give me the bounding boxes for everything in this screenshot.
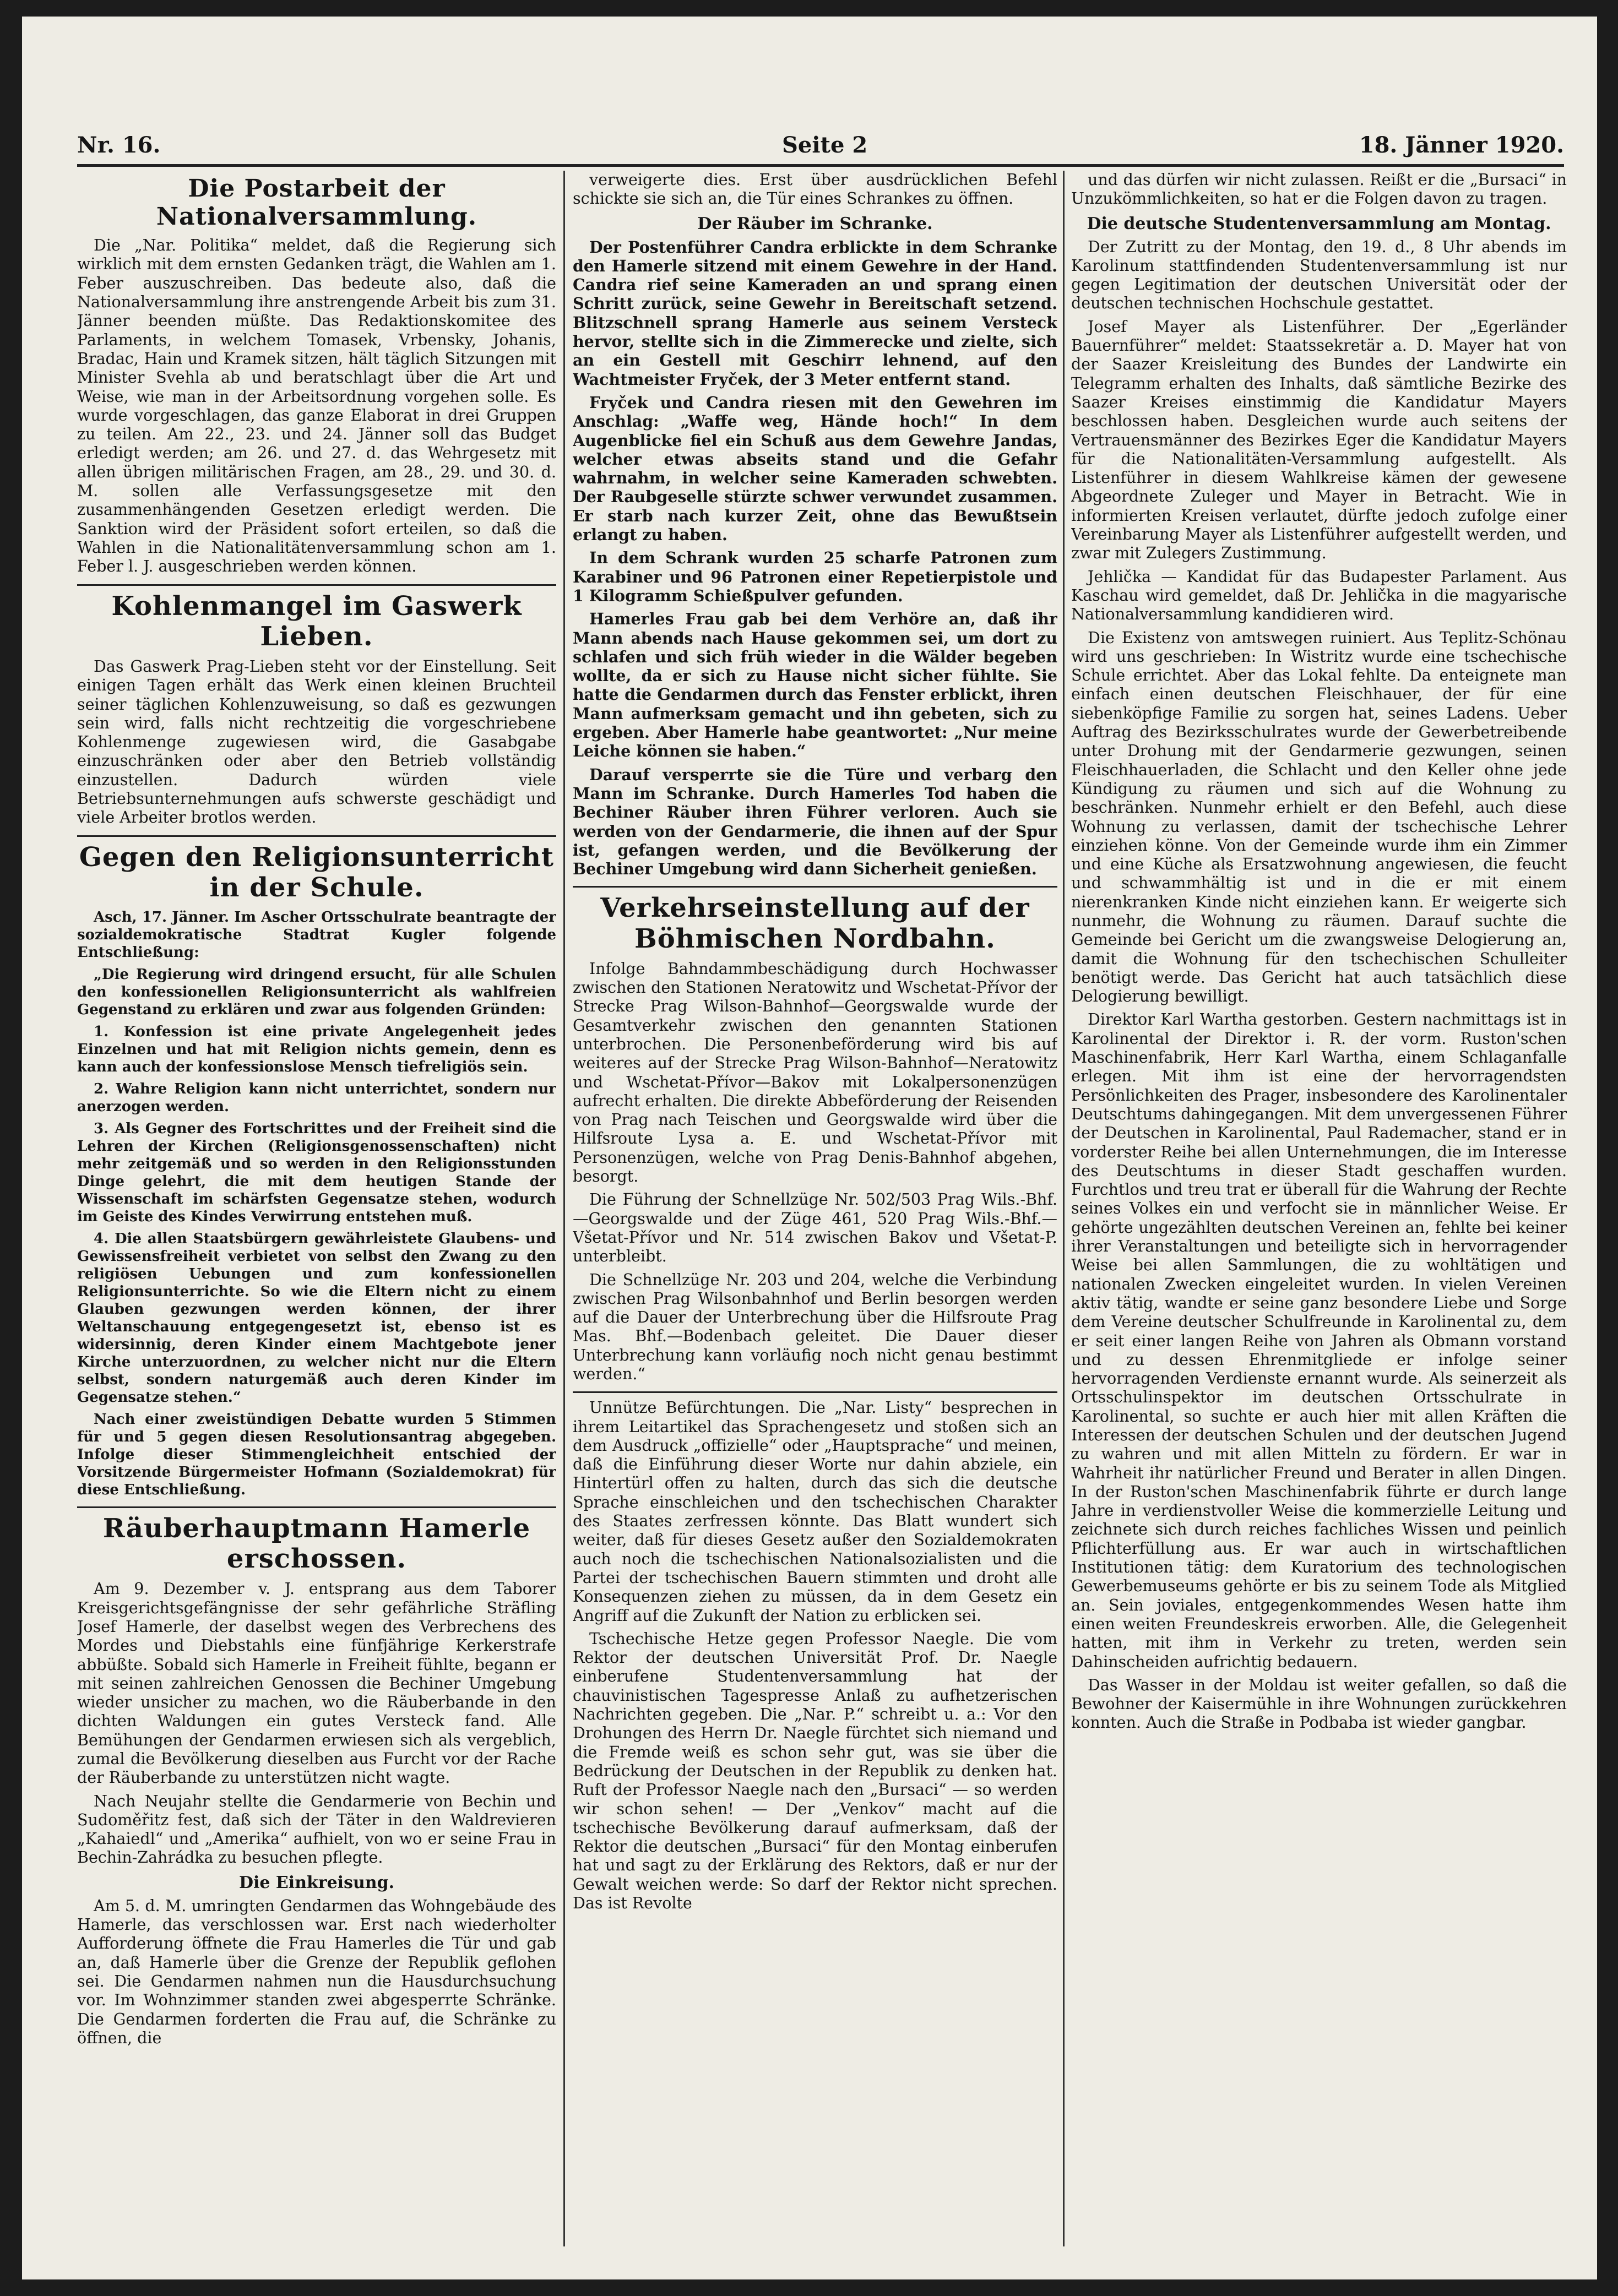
paragraph: Die „Nar. Politika“ meldet, daß die Regierung sich wirklich mit dem ernsten Gedanken trägt, die Wahlen am 1. Feber auszuschreiben. Das bedeute also, daß die Nationalversammlung ihre anstrengende Arbeit bis zum 31. Jänner beenden müßte. Das Redaktionskomitee des Parlaments, in welchem Tomasek, Vrbensky, Johanis, Bradac, Hain und Kramek sitzen, hält täglich Sitzungen mit Minister Svehla ab und beratschlagt über die Art und Weise, wie man in der Arbeitsordnung vorgehen solle. Es wurde vorgeschlagen, das ganze Elaborat in drei Gruppen zu teilen. Am 22., 23. und 24. Jänner soll das Budget erledigt werden; am 26. und 27. d. das Wehrgesetz mit allen übrigen militärischen Fragen, am 28., 29. und 30. d. M. sollen alle Verfassungsgesetze mit den zusammenhängenden Gesetzen erledigt werden. Die Sanktion wird der Präsident sofort erteilen, so daß die Wahlen in die Nationalitätenversammlung schon am 1. Feber l. J. ausgeschrieben werden können. bbox=[77, 236, 556, 576]
paragraph: Hamerles Frau gab bei dem Verhöre an, daß ihr Mann abends nach Hause gekommen sei, um dort zu schlafen und sich früh wieder in die Wälder begeben wollte, da er sich zu Hause nicht sicher fühlte. Sie hatte die Gendarmen durch das Fenster erblickt, ihren Mann aufmerksam gemacht und ihn gebeten, sich zu ergeben. Aber Hamerle habe geantwortet: „Nur meine Leiche können sie haben.“ bbox=[573, 610, 1057, 761]
paragraph: Die Existenz von amtswegen ruiniert. Aus Teplitz-Schönau wird uns geschrieben: In Wistritz wurde eine tschechische Schule errichtet. Aber das Lokal fehlte. Da enteignete man einfach einen deutschen Fleischhauer, der für eine siebenköpfige Familie zu sorgen hat, seines Ladens. Ueber Auftrag des Bezirksschulrates wurde der Gewerbetreibende unter Drohung mit der Gendarmerie gezwungen, seinen Fleischhauerladen, die Schlacht und den Keller ohne jede Kündigung zu räumen und sich auf die Wohnung zu beschränken. Nunmehr erhielt er den Befehl, auch diese Wohnung zu verlassen, damit der tschechische Lehrer einziehen könne. Von der Gemeinde wurde ihm ein Zimmer und eine Küche als Ersatzwohnung angewiesen, die feucht und schwammhältig ist und in die er mit einem nierenkranken Kinde nicht einziehen kann. Er weigerte sich nunmehr, die Wohnung zu räumen. Darauf suchte die Gemeinde bei Gericht um die zwangsweise Delogierung an, damit die Wohnung für den tschechischen Schulleiter benötigt werde. Das Gericht hat auch tatsächlich diese Delogierung bewilligt. bbox=[1071, 628, 1567, 1006]
paragraph: Fryček und Candra riesen mit den Gewehren im Anschlag: „Waffe weg, Hände hoch!“ In dem Augenblicke fiel ein Schuß aus dem Gewehre Jandas, welcher etwas abseits stand und die Gefahr wahrnahm, in welcher seine Kameraden schwebten. Der Raubgeselle stürzte schwer verwundet zusammen. Er starb nach kurzer Zeit, ohne das Bewußtsein erlangt zu haben. bbox=[573, 393, 1057, 545]
header-rule bbox=[77, 164, 1564, 167]
paragraph: 4. Die allen Staatsbürgern gewährleistete Glaubens- und Gewissensfreiheit verbietet von selbst den Zwang zu den religiösen Uebungen und zum konfessionellen Religionsunterrichte. So wie die Eltern nicht zu einem Glauben gezwungen werden können, der ihrer Weltanschauung entgegengesetzt ist, ebenso ist es widersinnig, deren Kinder einem Machtgebote jener Kirche unterzuordnen, zu welcher nicht nur die Eltern selbst, sondern naturgemäß auch deren Kinder im Gegensatze stehen.“ bbox=[77, 1230, 556, 1406]
page-header bbox=[77, 127, 1564, 165]
column-1 bbox=[77, 171, 556, 2252]
article-title-postarbeit: Die Postarbeit der Nationalversammlung. bbox=[156, 175, 477, 231]
paragraph: Am 9. Dezember v. J. entsprang aus dem Taborer Kreisgerichtsgefängnisse der sehr gefährliche Sträfling Josef Hamerle, der daselbst wegen des Verbrechens des Mordes und Diebstahls eine fünfjährige Kerkerstrafe abbüßte. Sobald sich Hamerle in Freiheit fühlte, begann er mit seinen zahlreichen Genossen die Bechiner Umgebung wieder unsicher zu machen, wo die Räuberbande in den dichten Waldungen ein gutes Versteck fand. Alle Bemühungen der Gendarmen erwiesen sich als vergeblich, zumal die Bevölkerung dieselben aus Furcht vor der Rache der Räuberbande zu unterstützen nicht wagte. bbox=[77, 1580, 556, 1787]
page-number: Seite 2 bbox=[782, 132, 868, 158]
paragraph: Die Führung der Schnellzüge Nr. 502/503 Prag Wils.-Bhf.—Georgswalde und der Züge 461, 520 Prag Wils.-Bhf.—Všetat-Přívor und Nr. 514 zwischen Bakov und Všetat-P. unterbleibt. bbox=[573, 1190, 1057, 1266]
article-divider bbox=[77, 584, 556, 586]
article-divider bbox=[573, 886, 1057, 888]
article-title-kohlenmangel: Kohlenmangel im Gaswerk Lieben. bbox=[111, 590, 522, 652]
subheading: Die Einkreisung. bbox=[238, 1873, 395, 1892]
paragraph: verweigerte dies. Erst über ausdrücklichen Befehl schickte sie sich an, die Tür eines Schrankes zu öffnen. bbox=[573, 171, 1057, 208]
paragraph: Tschechische Hetze gegen Professor Naegle. Die vom Rektor der deutschen Universität Prof. Dr. Naegle einberufene Studentenversammlung hat der chauvinistischen Tagespresse Anlaß zu aufhetzerischen Nachrichten gegeben. Die „Nar. P.“ schreibt u. a.: Vor den Drohungen des Herrn Dr. Naegle fürchtet sich niemand und die Fremde weiß es schon sehr gut, was sie über die Bedrückung der Deutschen in der Republik zu denken hat. Ruft der Professor Naegle nach den „Bursaci“ — so werden wir schon sehen! — Der „Venkov“ macht auf die tschechische Bevölkerung darauf aufmerksam, daß der Rektor die deutschen „Bursaci“ für den Montag einberufen hat und sagt zu der Erklärung des Rektors, daß er nur der Gewalt weichen werde: So darf der Rektor nicht sprechen. Das ist Revolte bbox=[573, 1629, 1057, 1913]
paragraph: Die Schnellzüge Nr. 203 und 204, welche die Verbindung zwischen Prag Wilsonbahnhof und Berlin besorgen werden auf die Dauer der Unterbrechung über die Hilfsroute Prag Mas. Bhf.—Bodenbach geleitet. Die Dauer dieser Unterbrechung kann vorläufig noch nicht genau bestimmt werden.“ bbox=[573, 1270, 1057, 1383]
paragraph: Infolge Bahndammbeschädigung durch Hochwasser zwischen den Stationen Neratowitz und Wschetat-Přívor der Strecke Prag Wilson-Bahnhof—Georgswalde wurde der Gesamtverkehr zwischen den genannten Stationen unterbrochen. Die Personenbeförderung wird bis auf weiteres auf der Strecke Prag Wilson-Bahnhof—Neratowitz und Wschetat-Přívor—Bakov mit Lokalpersonenzügen aufrecht erhalten. Die direkte Abbeförderung der Reisenden von Prag nach Teischen und Georgswalde wird über die Hilfsroute Lysa a. E. und Wschetat-Přívor mit Personenzügen, welche von Prag Denis-Bahnhof abgehen, besorgt. bbox=[573, 959, 1057, 1186]
article-divider bbox=[77, 835, 556, 837]
paragraph: Asch, 17. Jänner. Im Ascher Ortsschulrate beantragte der sozialdemokratische Stadtrat Kugler folgende Entschließung: bbox=[77, 908, 556, 961]
subheading: Der Räuber im Schranke. bbox=[697, 214, 933, 233]
newspaper-page bbox=[22, 17, 1597, 2279]
paragraph: 3. Als Gegner des Fortschrittes und der Freiheit sind die Lehren der Kirchen (Religionsgenossenschaften) nicht mehr zeitgemäß und so werden in den Religionsstunden Dinge gelehrt, die mit dem heutigen Stande der Wissenschaft im schärfsten Gegensatze stehen, wodurch im Geiste des Kindes Verwirrung entstehen muß. bbox=[77, 1120, 556, 1225]
column-2 bbox=[573, 171, 1057, 2252]
paragraph: Josef Mayer als Listenführer. Der „Egerländer Bauernführer“ meldet: Staatssekretär a. D. Mayer hat von der Saazer Kreisleitung des Bundes der Landwirte ein Telegramm erhalten des Inhalts, daß sämtliche Bezirke des Saazer Kreises einstimmig die Kandidatur Mayers beschlossen haben. Desgleichen wurde auch seitens der Vertrauensmänner des Bezirkes Eger die Kandidatur Mayers für die Nationalitäten-Versammlung aufgestellt. Als Listenführer in diesem Wahlkreise kämen der gewesene Abgeordnete Zuleger und Mayer in Betracht. Wie in informierten Kreisen verlautet, dürfte jedoch zufolge einer Vereinbarung Mayer als Listenführer aufgestellt werden, und zwar mit Zulegers Zustimmung. bbox=[1071, 317, 1567, 563]
paragraph: Jehlička — Kandidat für das Budapester Parlament. Aus Kaschau wird gemeldet, daß Dr. Jehlička in die magyarische Nationalversammlung kandidieren wird. bbox=[1071, 567, 1567, 624]
paragraph: Nach Neujahr stellte die Gendarmerie von Bechin und Sudoměřitz fest, daß sich der Täter in den Waldrevieren „Kahaiedl“ und „Amerika“ aufhielt, von wo er seine Frau in Bechin-Zahrádka zu besuchen pflegte. bbox=[77, 1792, 556, 1867]
paragraph: Am 5. d. M. umringten Gendarmen das Wohngebäude des Hamerle, das verschlossen war. Erst nach wiederholter Aufforderung öffnete die Frau Hamerles die Tür und gab an, daß Hamerle über die Grenze der Republik geflohen sei. Die Gendarmen nahmen nun die Hausdurchsuchung vor. Im Wohnzimmer standen zwei abgesperrte Schränke. Die Gendarmen forderten die Frau auf, die Schränke zu öffnen, die bbox=[77, 1896, 556, 2047]
article-divider bbox=[77, 1506, 556, 1508]
paragraph: Das Gaswerk Prag-Lieben steht vor der Einstellung. Seit einigen Tagen erhält das Werk einen kleinen Bruchteil seiner täglichen Kohlenzuweisung, so daß es gezwungen sein wird, falls nicht rechtzeitig die vorgeschriebene Kohlenmenge zugewiesen wird, die Gasabgabe einzuschränken oder aber den Betrieb vollständig einzustellen. Dadurch würden viele Betriebsunternehmungen aufs schwerste geschädigt und viele Arbeiter brotlos werden. bbox=[77, 657, 556, 827]
article-title-verkehrseinstellung: Verkehrseinstellung auf der Böhmischen Nordbahn. bbox=[600, 893, 1030, 954]
paragraph: Der Zutritt zu der Montag, den 19. d., 8 Uhr abends im Karolinum stattfindenden Studentenversammlung ist nur gegen Legitimation der deutschen Universität oder der deutschen technischen Hochschule gestattet. bbox=[1071, 237, 1567, 313]
paragraph: und das dürfen wir nicht zulassen. Reißt er die „Bursaci“ in Unzukömmlichkeiten, so hat er die Folgen davon zu tragen. bbox=[1071, 171, 1567, 208]
paragraph: Der Postenführer Candra erblickte in dem Schranke den Hamerle sitzend mit einem Gewehre in der Hand. Candra rief seine Kameraden an und sprang einen Schritt zurück, seine Gewehr in Bereitschaft setzend. Blitzschnell sprang Hamerle aus seinem Versteck hervor, stellte sich in die Zimmerecke und zielte, sich an ein Gestell mit Geschirr lehnend, auf den Wachtmeister Fryček, der 3 Meter entfernt stand. bbox=[573, 237, 1057, 389]
column-rule-2 bbox=[1063, 171, 1065, 2246]
paragraph: Das Wasser in der Moldau ist weiter gefallen, so daß die Bewohner der Kaisermühle in ihre Wohnungen zurückkehren konnten. Auch die Straße in Podbaba ist wieder gangbar. bbox=[1071, 1675, 1567, 1732]
article-title-hamerle: Räuberhauptmann Hamerle erschossen. bbox=[102, 1512, 531, 1575]
paragraph: In dem Schrank wurden 25 scharfe Patronen zum Karabiner und 96 Patronen einer Repetierpistole und 1 Kilogramm Schießpulver gefunden. bbox=[573, 548, 1057, 605]
article-divider bbox=[573, 1391, 1057, 1393]
paragraph: „Die Regierung wird dringend ersucht, für alle Schulen den konfessionellen Religionsunterricht als wahlfreien Gegenstand zu erklären und zwar aus folgenden Gründen: bbox=[77, 966, 556, 1018]
article-title-religionsunterricht: Gegen den Religionsunterricht in der Schule. bbox=[79, 841, 555, 903]
column-rule-1 bbox=[563, 171, 565, 2246]
paragraph: Nach einer zweistündigen Debatte wurden 5 Stimmen für und 5 gegen diesen Resolutionsantrag abgegeben. Infolge dieser Stimmengleichheit entschied der Vorsitzende Bürgermeister Hofmann (Sozialdemokrat) für diese Entschließung. bbox=[77, 1411, 556, 1498]
paragraph: Unnütze Befürchtungen. Die „Nar. Listy“ besprechen in ihrem Leitartikel das Sprachengesetz und stoßen sich an dem Ausdruck „offizielle“ oder „Hauptsprache“ und meinen, daß die Einführung dieser Worte nur dahin abziele, ein Hintertürl offen zu halten, durch das sich die deutsche Sprache einschleichen und den tschechischen Charakter des Staates zerfressen könnte. Das Blatt wundert sich weiter, daß für dieses Gesetz außer den Sozialdemokraten auch noch die tschechischen Nationalsozialisten und die Partei der tschechischen Bauern stimmten und droht alle Konsequenzen ziehen zu müssen, da in dem Gesetz ein Angriff auf die Zukunft der Nation zu erblicken sei. bbox=[573, 1399, 1057, 1625]
issue-number: Nr. 16. bbox=[77, 132, 161, 158]
subheading: Die deutsche Studentenversammlung am Montag. bbox=[1087, 214, 1551, 233]
paragraph: Direktor Karl Wartha gestorben. Gestern nachmittags ist in Karolinental der Direktor i. R. der vorm. Ruston'schen Maschinenfabrik, Herr Karl Wartha, einem Schlaganfalle erlegen. Mit ihm ist eine der hervorragendsten Persönlichkeiten des Prager, insbesondere des Karolinentaler Deutschtums dahingegangen. Mit dem unvergessenen Führer der Deutschen in Karolinental, Paul Rademacher, stand er in vorderster Reihe bei allen Unternehmungen, die im Interesse des Deutschtums in dieser Stadt geschaffen wurden. Furchtlos und treu trat er überall für die Wahrung der Rechte seines Volkes ein und verfocht sie in männlicher Weise. Er gehörte ungezählten deutschen Vereinen an, fehlte bei keiner ihrer Veranstaltungen und beteiligte sich in hervorragender Weise bei allen Sammlungen, die zu wohltätigen und nationalen Zwecken eingeleitet wurden. In vielen Vereinen aktiv tätig, wandte er seine ganz besondere Liebe und Sorge dem Vereine deutscher Schulfreunde in Karolinental zu, dem er seit einer langen Reihe von Jahren als Obmann vorstand und zu dessen Ehrenmitgliede er infolge seiner hervorragenden Verdienste ernannt wurde. Als seinerzeit als Ortsschulinspektor im deutschen Ortsschulrate in Karolinental, so suchte er auch hier mit allen Kräften die Interessen der deutschen Schulen und der deutschen Jugend zu wahren und mit allen Mitteln zu fördern. Er war in Wahrheit ihr natürlicher Freund und Berater in allen Dingen. In der Ruston'schen Maschinenfabrik führte er durch lange Jahre in verdienstvoller Weise die kommerzielle Leitung und zeichnete sich durch reiches fachliches Wissen und peinlich Pflichterfüllung aus. Er war auch in wirtschaftlichen Institutionen tätig: dem Kuratorium des technologischen Gewerbemuseums gehörte er bis zu seinem Tode als Mitglied an. Sein joviales, entgegenkommendes Wesen hatte ihm einen weiten Freundeskreis erworben. Alle, die Gelegenheit hatten, mit ihm in Verkehr zu treten, werden sein Dahinscheiden aufrichtig bedauern. bbox=[1071, 1010, 1567, 1671]
column-3 bbox=[1071, 171, 1567, 2252]
paragraph: 2. Wahre Religion kann nicht unterrichtet, sondern nur anerzogen werden. bbox=[77, 1080, 556, 1115]
paragraph: Darauf versperrte sie die Türe und verbarg den Mann im Schranke. Durch Hamerles Tod haben die Bechiner Räuber ihren Führer verloren. Auch sie werden von der Gendarmerie, die ihnen auf der Spur ist, gefangen werden, und die Bevölkerung der Bechiner Umgebung wird dann Sicherheit genießen. bbox=[573, 765, 1057, 879]
issue-date: 18. Jänner 1920. bbox=[1359, 132, 1564, 158]
paragraph: 1. Konfession ist eine private Angelegenheit jedes Einzelnen und hat mit Religion nichts gemein, denn es kann auch der konfessionslose Mensch tiefreligiös sein. bbox=[77, 1023, 556, 1075]
